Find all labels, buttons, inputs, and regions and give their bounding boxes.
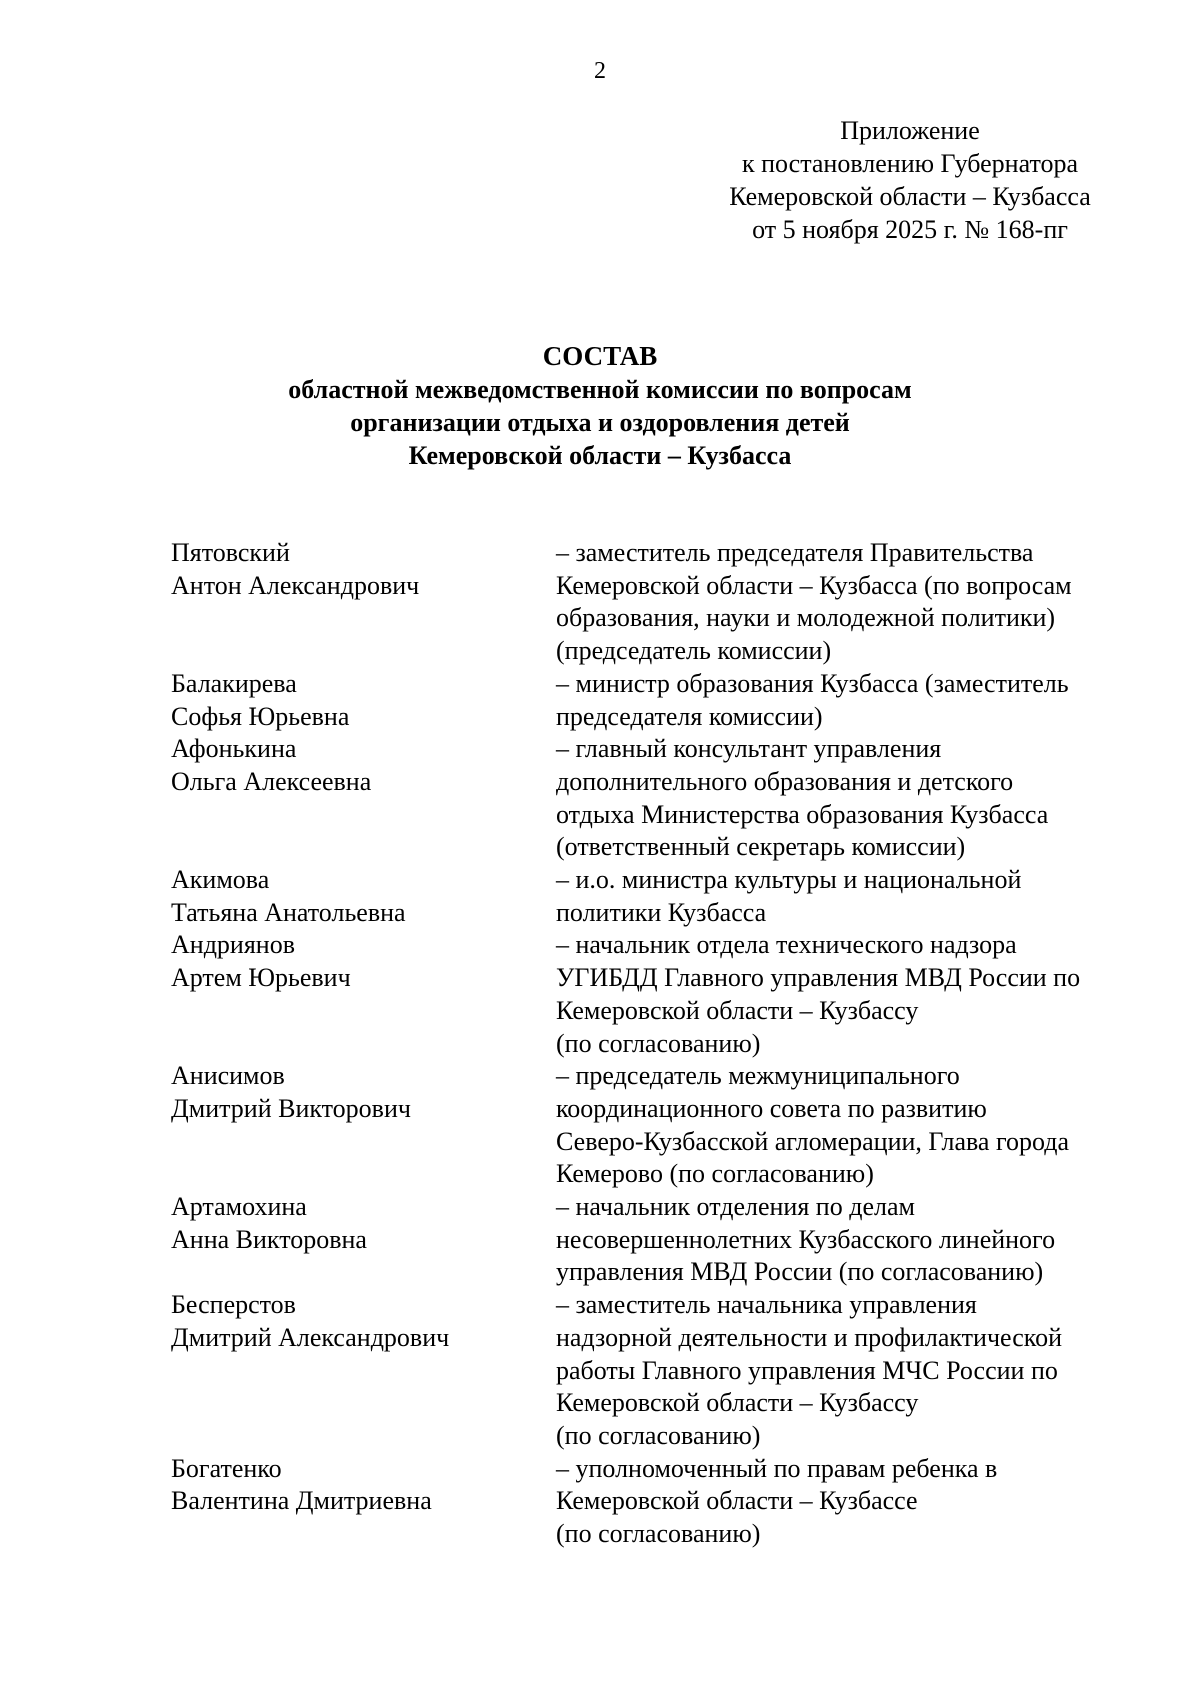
document-title [0, 340, 1200, 472]
member-entry [171, 1191, 1141, 1289]
member-role [556, 864, 1141, 929]
member-entry [171, 1060, 1141, 1191]
title-line: областной межведомственной комиссии по вопросам [288, 375, 912, 404]
role-line: (по согласованию) [556, 1028, 761, 1058]
member-given-name: Ольга Алексеевна [171, 766, 372, 796]
role-line: дополнительного образования и детского [556, 766, 1014, 796]
role-line: Кемеровской области – Кузбассу [556, 1388, 919, 1418]
member-surname: Акимова [171, 865, 270, 895]
role-line: (по согласованию) [556, 1420, 761, 1450]
title-line: Кемеровской области – Кузбасса [408, 441, 792, 470]
member-name [171, 1191, 556, 1289]
member-given-name: Софья Юрьевна [171, 701, 350, 731]
member-entry [171, 1289, 1141, 1453]
member-entry [171, 864, 1141, 929]
role-line: (по согласованию) [556, 1519, 761, 1549]
member-entry [171, 668, 1141, 733]
member-role [556, 1191, 1141, 1289]
member-role [556, 1060, 1141, 1191]
member-surname: Бесперстов [171, 1290, 296, 1320]
role-line: – министр образования Кузбасса (заместитель [556, 668, 1069, 698]
appendix-line: от 5 ноября 2025 г. № 168-пг [752, 215, 1068, 244]
member-name [171, 668, 556, 733]
appendix-line: к постановлению Губернатора [741, 149, 1079, 178]
role-line: председателя комиссии) [556, 701, 823, 731]
role-line: несовершеннолетних Кузбасского линейного [556, 1224, 1056, 1254]
member-name [171, 1289, 556, 1453]
title-main: СОСТАВ [542, 341, 658, 371]
role-line: – начальник отделения по делам [556, 1192, 915, 1222]
member-role [556, 1453, 1141, 1551]
member-name [171, 537, 556, 668]
member-surname: Богатенко [171, 1453, 282, 1483]
member-role [556, 733, 1141, 864]
role-line: отдыха Министерства образования Кузбасса [556, 799, 1049, 829]
role-line: работы Главного управления МЧС России по [556, 1355, 1058, 1385]
role-line: (председатель комиссии) [556, 636, 832, 666]
role-line: надзорной деятельности и профилактической [556, 1322, 1062, 1352]
member-given-name: Валентина Дмитриевна [171, 1486, 432, 1516]
member-role [556, 668, 1141, 733]
role-line: Кемеровской области – Кузбассе [556, 1486, 918, 1516]
role-line: – начальник отдела технического надзора [556, 930, 1017, 960]
role-line: Кемерово (по согласованию) [556, 1159, 874, 1189]
member-surname: Пятовский [171, 538, 290, 567]
member-role [556, 537, 1141, 668]
role-line: – уполномоченный по правам ребенка в [556, 1453, 998, 1483]
role-line: – главный консультант управления [556, 734, 942, 764]
role-line: Северо-Кузбасской агломерации, Глава города [556, 1126, 1069, 1156]
member-entry [171, 1453, 1141, 1551]
member-given-name: Антон Александрович [171, 570, 420, 600]
role-line: – заместитель начальника управления [556, 1290, 977, 1320]
appendix-line: Кемеровской области – Кузбасса [729, 182, 1091, 211]
role-line: – заместитель председателя Правительства [556, 538, 1034, 567]
appendix-header [680, 114, 1140, 246]
member-given-name: Артем Юрьевич [171, 963, 351, 993]
members-list [171, 537, 1141, 1551]
role-line: координационного совета по развитию [556, 1093, 987, 1123]
role-line: управления МВД России (по согласованию) [556, 1257, 1044, 1287]
member-given-name: Дмитрий Александрович [171, 1322, 450, 1352]
role-line: политики Кузбасса [556, 897, 767, 927]
page-number: 2 [594, 58, 606, 84]
member-given-name: Дмитрий Викторович [171, 1093, 411, 1123]
member-name [171, 733, 556, 864]
member-name [171, 1060, 556, 1191]
title-line: организации отдыха и оздоровления детей [350, 408, 850, 437]
member-surname: Анисимов [171, 1061, 285, 1091]
member-entry [171, 537, 1141, 668]
role-line: Кемеровской области – Кузбассу [556, 995, 919, 1025]
member-entry [171, 733, 1141, 864]
member-surname: Балакирева [171, 668, 297, 698]
role-line: (ответственный секретарь комиссии) [556, 832, 966, 862]
role-line: УГИБДД Главного управления МВД России по [556, 963, 1081, 993]
member-surname: Артамохина [171, 1192, 307, 1222]
member-given-name: Татьяна Анатольевна [171, 897, 406, 927]
role-line: – председатель межмуниципального [556, 1061, 960, 1091]
appendix-line: Приложение [840, 116, 980, 145]
member-name [171, 929, 556, 1060]
member-role [556, 929, 1141, 1060]
member-entry [171, 929, 1141, 1060]
member-given-name: Анна Викторовна [171, 1224, 367, 1254]
member-name [171, 1453, 556, 1551]
role-line: Кемеровской области – Кузбасса (по вопросам [556, 570, 1072, 600]
member-name [171, 864, 556, 929]
role-line: образования, науки и молодежной политики) [556, 603, 1056, 633]
member-surname: Андриянов [171, 930, 295, 960]
member-surname: Афонькина [171, 734, 297, 764]
role-line: – и.о. министра культуры и национальной [556, 865, 1022, 895]
member-role [556, 1289, 1141, 1453]
